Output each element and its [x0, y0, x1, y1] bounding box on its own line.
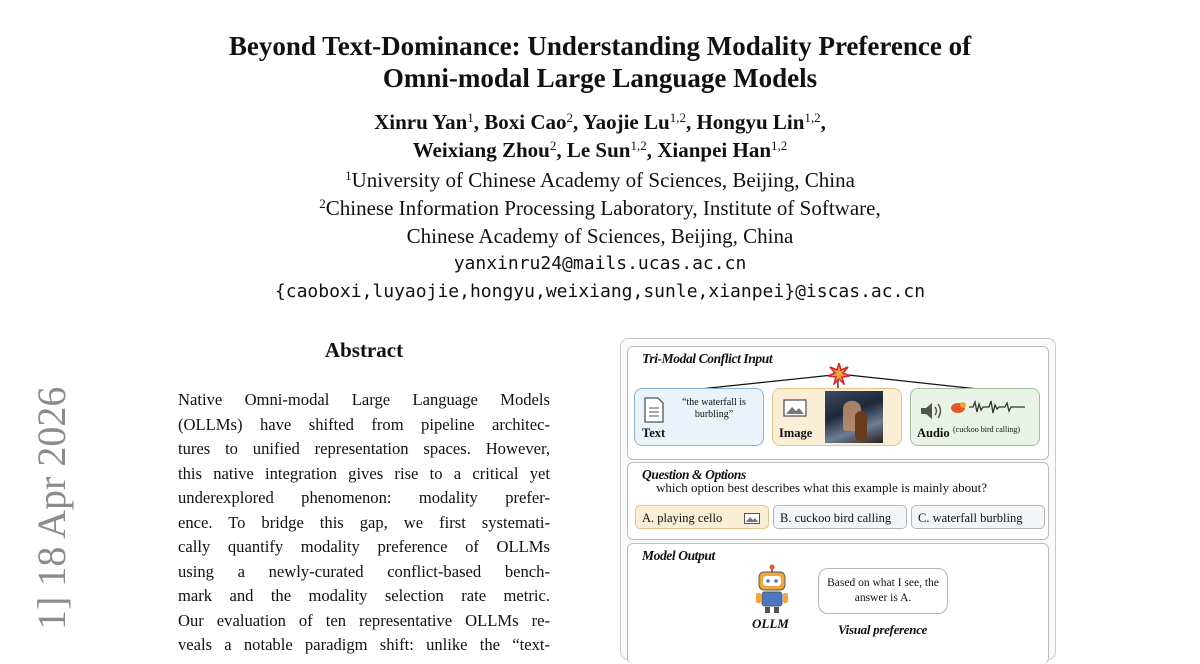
image-label: Image	[779, 426, 813, 440]
arxiv-stamp-text: 1] 18 Apr 2026	[29, 386, 74, 630]
abstract-line: veals a notable paradigm shift: unlike the “text-	[178, 635, 550, 654]
audio-caption: (cuckoo bird calling)	[953, 425, 1021, 434]
text-quote: “the waterfall is burbling”	[682, 397, 746, 420]
author-affil-marker: 1,2	[630, 138, 647, 153]
model-output-panel	[627, 543, 1049, 664]
abstract-line: (OLLMs) have shifted from pipeline architec-	[178, 414, 550, 434]
figure-1	[620, 338, 1056, 660]
text-input-card	[634, 388, 764, 446]
model-answer-bubble: Based on what I see, the answer is A.	[818, 568, 948, 614]
option-c-label: C. waterfall burbling	[918, 511, 1023, 525]
option-b-label: B. cuckoo bird calling	[780, 511, 892, 525]
author-name: Le Sun	[566, 138, 631, 162]
abstract-line: underexplored phenomenon: modality prefer-	[178, 488, 550, 507]
author-name: Boxi Cao	[484, 110, 567, 134]
audio-label: Audio	[917, 426, 950, 440]
abstract-line: this native integration gives rise to a critical yet	[178, 463, 550, 483]
cello-shape	[855, 411, 867, 441]
preference-label: Visual preference	[838, 622, 928, 637]
conflict-input-panel	[627, 346, 1049, 460]
author-affil-marker: 1,2	[669, 110, 686, 125]
arxiv-stamp	[20, 300, 90, 648]
bird-icon	[949, 399, 967, 415]
email-2: {caoboxi,luyaojie,hongyu,weixiang,sunle,xianpei}@iscas.ac.cn	[274, 281, 926, 302]
option-a-label: A. playing cello	[642, 511, 723, 525]
option-c	[911, 505, 1045, 529]
title-line-1: Beyond Text-Dominance: Understanding Modality Preference of	[228, 31, 972, 61]
image-icon	[783, 399, 807, 417]
cello-photo	[825, 391, 883, 443]
abstract-line: tures to unified representation spaces. However,	[178, 439, 550, 458]
option-a	[635, 505, 769, 529]
affiliation-2: Chinese Information Processing Laboratory, Institute of Software,	[325, 196, 881, 220]
document-icon	[643, 397, 665, 423]
abstract-line: using a newly-curated conflict-based bench-	[178, 561, 550, 581]
abstract-line: ence. To bridge this gap, we first systemati-	[178, 512, 550, 532]
option-b	[773, 505, 907, 529]
affiliation-1: University of Chinese Academy of Sciences, Beijing, China	[351, 168, 855, 192]
author-name: Weixiang Zhou	[412, 138, 550, 162]
author-affil-marker: 2	[549, 138, 557, 153]
affiliation-2-cont: Chinese Academy of Sciences, Beijing, China	[406, 224, 794, 248]
abstract-heading: Abstract	[324, 338, 404, 362]
panel-title: Tri-Modal Conflict Input	[642, 351, 773, 366]
author-name: Yaojie Lu	[582, 110, 670, 134]
waveform-icon	[969, 399, 1025, 415]
question-text: which option best describes what this example is mainly about?	[656, 480, 988, 495]
author-list: Xinru Yan$^1$, Boxi Cao$^2$, Yaojie Lu$^{1,2}$, Hongyu Lin$^{1,2}$, Weixiang Zhou$^2$, Le Sun$^{1,2}$, Xianpei Han$^{1,2}$	[374, 110, 826, 162]
text-label: Text	[642, 426, 666, 440]
author-affil-marker: 1,2	[804, 110, 821, 125]
author-affil-marker: 1	[467, 110, 474, 125]
abstract-line: Native Omni-modal Large Language Models	[178, 390, 550, 409]
affiliation-marker: 1	[345, 168, 352, 183]
panel-title: Question & Options	[642, 467, 746, 482]
author-name: Hongyu Lin	[696, 110, 805, 134]
abstract-line: cally quantify modality preference of OLLMs	[178, 537, 550, 556]
conflict-burst-icon	[828, 363, 850, 385]
affiliations	[0, 166, 1200, 306]
author-affil-marker: 2	[566, 110, 574, 125]
robot-icon	[752, 564, 792, 614]
abstract-line: Our evaluation of ten representative OLLMs re-	[178, 610, 550, 630]
abstract-line: mark and the modality selection rate metric.	[178, 586, 550, 605]
image-input-card	[772, 388, 902, 446]
author-name: Xinru Yan	[374, 110, 468, 134]
author-affil-marker: 1,2	[771, 138, 788, 153]
speaker-icon	[919, 401, 945, 421]
affiliation-marker: 2	[319, 196, 326, 211]
title-line-2: Omni-modal Large Language Models	[382, 63, 818, 93]
abstract-body	[178, 388, 550, 658]
audio-input-card	[910, 388, 1040, 446]
paper-title	[0, 30, 1200, 94]
image-icon	[744, 513, 760, 524]
ollm-label: OLLM	[752, 616, 789, 631]
email-1: yanxinru24@mails.ucas.ac.cn	[453, 253, 747, 274]
question-options-panel	[627, 462, 1049, 540]
author-name: Xianpei Han	[657, 138, 772, 162]
panel-title: Model Output	[642, 548, 715, 563]
